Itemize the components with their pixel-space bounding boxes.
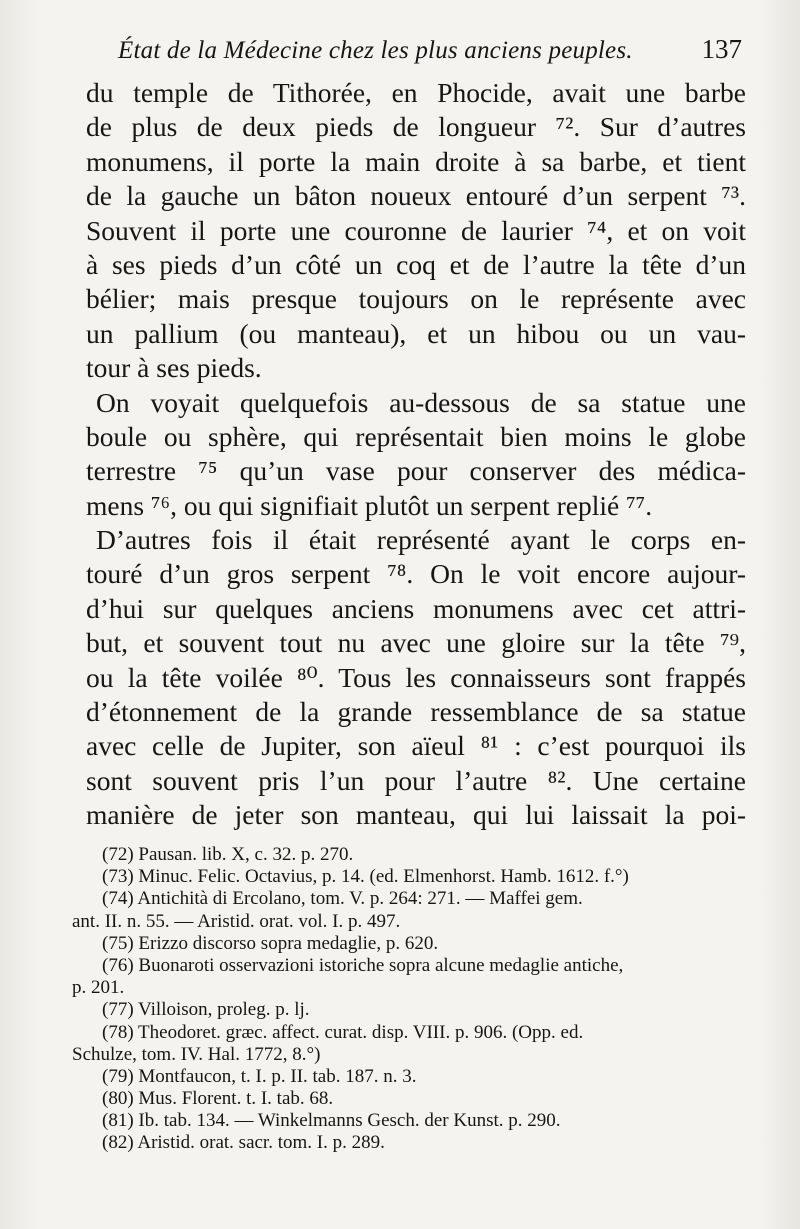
text-line: d’hui sur quelques anciens monumens avec cet attri- xyxy=(86,592,746,624)
footnote-line: Schulze, tom. IV. Hal. 1772, 8.°) xyxy=(72,1043,321,1065)
footnote-line: (81) Ib. tab. 134. — Winkelmanns Gesch. der Kunst. p. 290. xyxy=(102,1110,561,1132)
text-line: On voyait quelquefois au-dessous de sa statue une xyxy=(96,386,746,418)
footnote-line: (77) Villoison, proleg. p. lj. xyxy=(102,999,310,1021)
footnote-line: p. 201. xyxy=(72,977,125,999)
footnote-line: (80) Mus. Florent. t. I. tab. 68. xyxy=(102,1088,334,1110)
page-number: 137 xyxy=(701,34,742,64)
footnote-line: (78) Theodoret. græc. affect. curat. disp. VIII. p. 906. (Opp. ed. xyxy=(102,1021,584,1043)
footnote-line: (75) Erizzo discorso sopra medaglie, p. 620. xyxy=(102,932,439,954)
text-line: manière de jeter son manteau, qui lui laissait la poi- xyxy=(86,799,746,831)
footnote-line: (82) Aristid. orat. sacr. tom. I. p. 289. xyxy=(102,1132,385,1154)
text-line: à ses pieds d’un côté un coq et de l’autre la tête d’un xyxy=(86,248,746,280)
footnote-line: ant. II. n. 55. — Aristid. orat. vol. I. p. 497. xyxy=(72,910,401,932)
running-header xyxy=(118,34,742,70)
text-line: de plus de deux pieds de longueur ⁷². Sur d’autres xyxy=(86,111,746,143)
footnote-line: (79) Montfaucon, t. I. p. II. tab. 187. n. 3. xyxy=(102,1065,417,1087)
footnote-line: (76) Buonaroti osservazioni istoriche sopra alcune medaglie antiche, xyxy=(102,954,624,976)
text-line: d’étonnement de la grande ressemblance de sa statue xyxy=(86,696,746,728)
footnote-line: (72) Pausan. lib. X, c. 32. p. 270. xyxy=(102,844,354,865)
text-line: mens ⁷⁶, ou qui signifiait plutôt un serpent replié ⁷⁷. xyxy=(86,489,653,521)
text-line: terrestre ⁷⁵ qu’un vase pour conserver des médica- xyxy=(86,455,746,487)
text-line: avec celle de Jupiter, son aïeul ⁸¹ : c’est pourquoi ils xyxy=(86,730,746,762)
text-line: Souvent il porte une couronne de laurier ⁷⁴, et on voit xyxy=(86,214,746,246)
text-line: un pallium (ou manteau), et un hibou ou un vau- xyxy=(86,317,746,349)
running-title: État de la Médecine chez les plus anciens peuples. xyxy=(118,37,633,64)
footnotes xyxy=(72,844,764,1155)
text-line: bélier; mais presque toujours on le représente avec xyxy=(86,283,746,315)
text-line: touré d’un gros serpent ⁷⁸. On le voit encore aujour- xyxy=(86,558,746,590)
text-line: D’autres fois il était représenté ayant le corps en- xyxy=(96,524,746,556)
footnote-line: (74) Antichità di Ercolano, tom. V. p. 264: 271. — Maffei gem. xyxy=(102,888,583,910)
text-line: du temple de Tithorée, en Phocide, avait une barbe xyxy=(86,77,746,108)
footnote-line: (73) Minuc. Felic. Octavius, p. 14. (ed. Elmenhorst. Hamb. 1612. f.°) xyxy=(102,866,629,888)
text-line: monumens, il porte la main droite à sa barbe, et tient xyxy=(86,145,746,177)
main-text xyxy=(86,76,746,833)
text-line: boule ou sphère, qui représentait bien moins le globe xyxy=(86,420,746,452)
text-line: ou la tête voilée ⁸⁰. Tous les connaisseurs sont frappés xyxy=(86,661,746,693)
text-line: sont souvent pris l’un pour l’autre ⁸². Une certaine xyxy=(86,764,746,796)
text-line: de la gauche un bâton noueux entouré d’un serpent ⁷³. xyxy=(86,180,746,212)
text-line: tour à ses pieds. xyxy=(86,352,262,384)
text-line: but, et souvent tout nu avec une gloire sur la tête ⁷⁹, xyxy=(86,627,746,659)
